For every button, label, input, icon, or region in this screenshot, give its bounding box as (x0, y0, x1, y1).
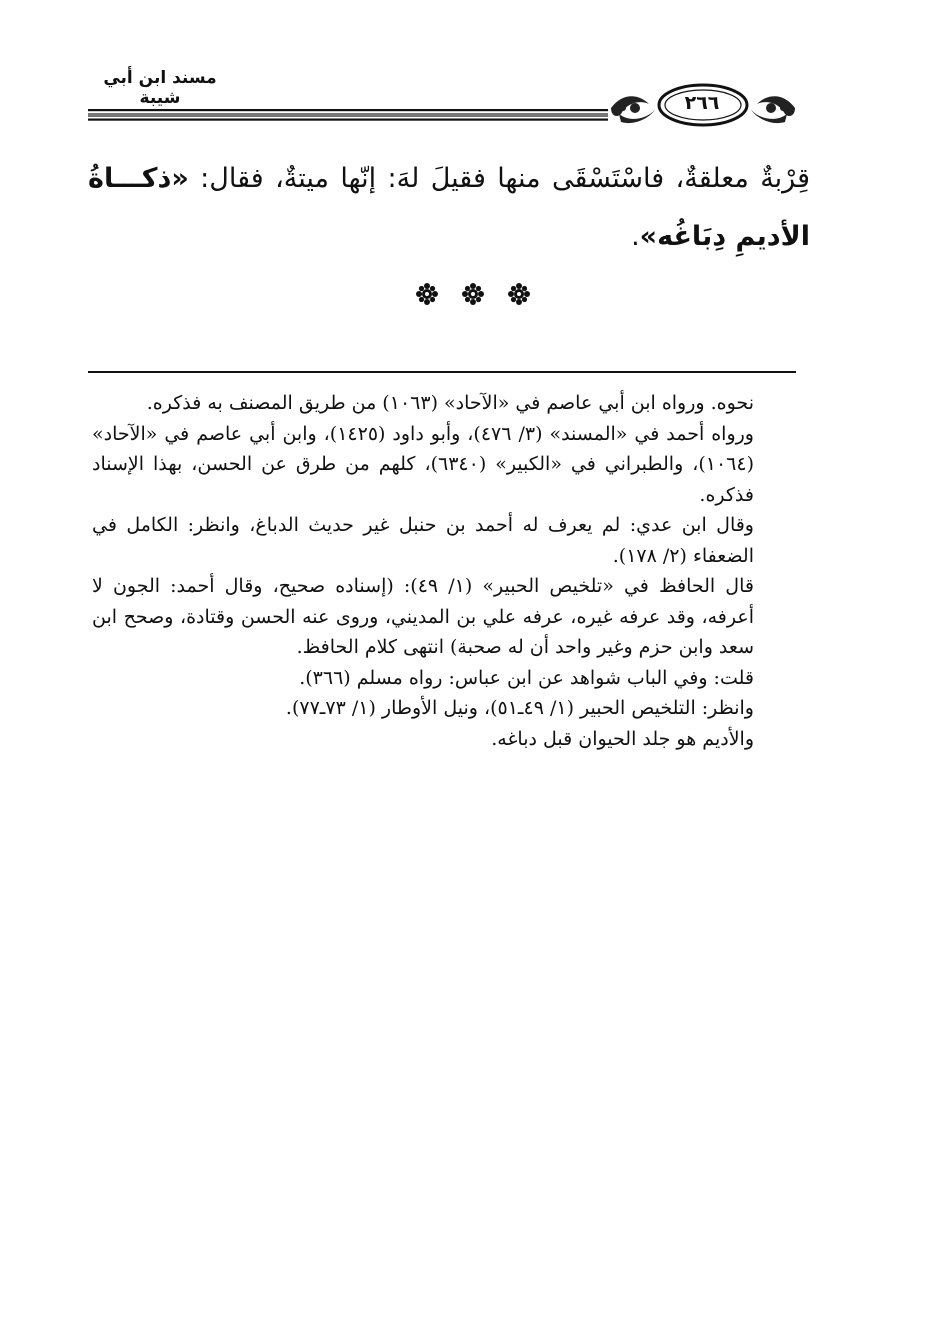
footnote-divider (88, 371, 796, 373)
footnote-paragraph: وقال ابن عدي: لم يعرف له أحمد بن حنبل غير حديث الدباغ، وانظر: الكامل في الضعفاء (٢/ ١٧٨). (92, 514, 754, 567)
footnotes (92, 388, 754, 754)
main-text-end: . (631, 221, 640, 252)
flower-ornament-icon (461, 282, 485, 306)
running-header-title: مسند ابن أبي شيبة (103, 68, 217, 108)
footnote-paragraph: والأديم هو جلد الحيوان قبل دباغه. (491, 727, 754, 750)
header-rule (88, 108, 608, 122)
page-number: ٢٦٦ (684, 92, 720, 114)
prophetic-quote: «ذكـــاةُ الأديمِ دِبَاغُه» (88, 163, 810, 252)
footnote-paragraph: نحوه. ورواه ابن أبي عاصم في «الآحاد» (١٠٦٣) من طريق المصنف به فذكره. (146, 392, 754, 414)
footnote-paragraph: وانظر: التلخيص الحبير (١/ ٤٩ـ٥١)، ونيل الأوطار (١/ ٧٣ـ٧٧). (285, 697, 754, 719)
main-text (88, 150, 810, 266)
footnote-paragraph: ورواه أحمد في «المسند» (٣/ ٤٧٦)، وأبو داود (١٤٢٥)، وابن أبي عاصم في «الآحاد» (١٠٦٤)، والطبراني في «الكبير» (٦٣٤٠)، كلهم من طرق عن الحسن، بهذا الإسناد فذكره. (92, 422, 755, 506)
flower-ornament-icon (507, 282, 531, 306)
footnote-paragraph: قلت: وفي الباب شواهد عن ابن عباس: رواه مسلم (٣٦٦). (299, 666, 754, 689)
main-text-body: قِرْبةٌ معلقةٌ، فاسْتَسْقَى منها فقيلَ لهَ: إنّها ميتةٌ، فقال: (188, 163, 810, 194)
footnote-paragraph: قال الحافظ في «تلخيص الحبير» (١/ ٤٩): (إسناده صحيح، وقال أحمد: الجون لا أعرفه، وقد عرفه غيره، عرفه علي بن المديني، وروى عنه الحسن وقتادة، وصحح ابن سعد وابن حزم وغير واحد أن له صحبة) انتهى كلام الحافظ. (92, 575, 754, 658)
flower-ornament-icon (415, 282, 439, 306)
section-separator (0, 282, 932, 310)
